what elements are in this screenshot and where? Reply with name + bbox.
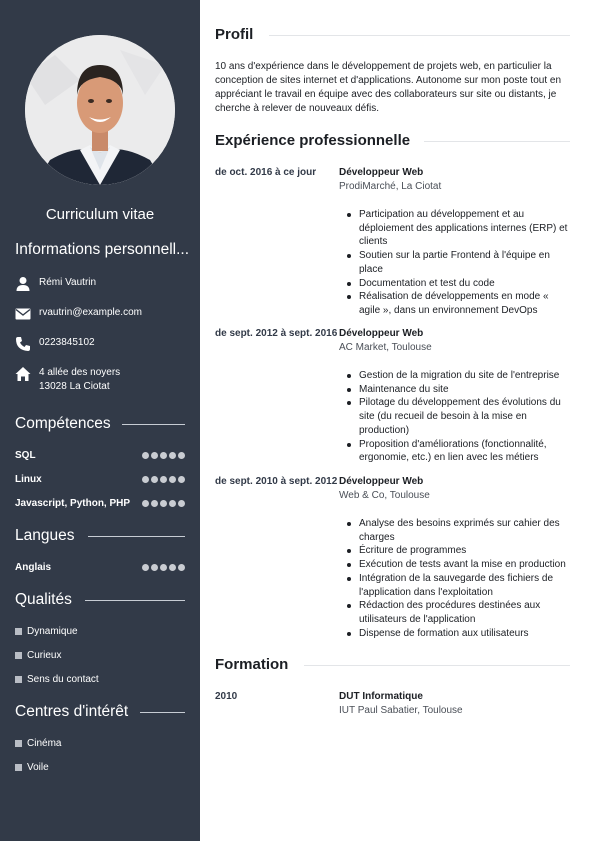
education-school: IUT Paul Sabatier, Toulouse — [339, 705, 463, 716]
task-item: Soutien sur la partie Frontend à l'équipe en place — [359, 249, 571, 276]
address-line2: 13028 La Ciotat — [39, 381, 110, 392]
qualities-divider — [85, 600, 185, 601]
skill-level — [142, 452, 185, 459]
skill-name: Javascript, Python, PHP — [15, 498, 131, 509]
education-title: Formation — [215, 656, 289, 673]
task-item: Gestion de la migration du site de l'entreprise — [359, 369, 571, 383]
task-item: Participation au développement et au déploiement des applications internes (ERP) et clients — [359, 208, 571, 249]
level-dot — [142, 500, 149, 507]
contact-address-text — [39, 366, 120, 394]
experience-job-title: Développeur Web — [339, 476, 424, 487]
level-dot — [169, 500, 176, 507]
quality-item — [15, 674, 99, 685]
square-bullet-icon — [15, 628, 22, 635]
user-icon — [15, 276, 31, 292]
quality-text: Sens du contact — [27, 674, 99, 685]
square-bullet-icon — [15, 652, 22, 659]
task-item: Analyse des besoins exprimés sur cahier des charges — [359, 517, 571, 544]
interests-divider — [140, 712, 185, 713]
skill-name: SQL — [15, 450, 36, 461]
experience-tasks — [359, 517, 571, 640]
skill-row — [15, 450, 185, 461]
level-dot — [169, 564, 176, 571]
education-degree: DUT Informatique — [339, 691, 423, 702]
level-dot — [151, 500, 158, 507]
language-row — [15, 562, 185, 573]
experience-date: de sept. 2010 à sept. 2012 — [215, 476, 338, 487]
experience-title: Expérience professionnelle — [215, 132, 411, 149]
skill-row — [15, 474, 185, 485]
level-dot — [151, 564, 158, 571]
experience-date: de oct. 2016 à ce jour — [215, 167, 317, 178]
experience-company: Web & Co, Toulouse — [339, 490, 430, 501]
task-item: Écriture de programmes — [359, 544, 571, 558]
experience-job-title: Développeur Web — [339, 167, 424, 178]
quality-text: Curieux — [27, 650, 62, 661]
level-dot — [151, 452, 158, 459]
experience-divider — [424, 141, 570, 142]
home-icon — [15, 366, 31, 382]
experience-tasks — [359, 369, 571, 465]
level-dot — [142, 564, 149, 571]
phone-icon — [15, 336, 31, 352]
level-dot — [178, 500, 185, 507]
square-bullet-icon — [15, 676, 22, 683]
contact-email-text[interactable]: rvautrin@example.com — [39, 307, 142, 318]
skill-row — [15, 498, 185, 509]
interest-text: Voile — [27, 762, 49, 773]
task-item: Exécution de tests avant la mise en production — [359, 558, 571, 572]
skill-name: Linux — [15, 474, 42, 485]
level-dot — [142, 452, 149, 459]
interest-item — [15, 738, 61, 749]
sidebar — [0, 0, 200, 841]
education-divider — [304, 665, 570, 666]
cv-title: Curriculum vitae — [45, 206, 155, 223]
square-bullet-icon — [15, 740, 22, 747]
task-item: Proposition d'améliorations (fonctionnalité, ergonomie, etc.) en lien avec les métiers — [359, 438, 571, 465]
experience-date: de sept. 2012 à sept. 2016 — [215, 328, 338, 339]
contact-email[interactable] — [15, 306, 190, 322]
address-line1: 4 allée des noyers — [39, 367, 121, 378]
skills-title: Compétences — [15, 415, 111, 432]
interest-item — [15, 762, 49, 773]
contact-phone-text[interactable]: 0223845102 — [39, 337, 95, 348]
level-dot — [178, 476, 185, 483]
level-dot — [178, 564, 185, 571]
task-item: Dispense de formation aux utilisateurs — [359, 627, 571, 641]
languages-divider — [88, 536, 185, 537]
level-dot — [169, 452, 176, 459]
contact-name-text: Rémi Vautrin — [39, 277, 97, 288]
personal-info-title: Informations personnell... — [15, 241, 190, 258]
qualities-title: Qualités — [15, 591, 72, 608]
task-item: Réalisation de développements en mode « agile », dans un environnement DevOps — [359, 290, 571, 317]
interests-title: Centres d'intérêt — [15, 703, 129, 720]
skill-level — [142, 476, 185, 483]
level-dot — [151, 476, 158, 483]
quality-item — [15, 650, 61, 661]
quality-item — [15, 626, 78, 637]
profile-photo — [25, 35, 175, 185]
experience-job-title: Développeur Web — [339, 328, 424, 339]
level-dot — [160, 476, 167, 483]
experience-company: ProdiMarché, La Ciotat — [339, 181, 442, 192]
envelope-icon — [15, 306, 31, 322]
contact-address — [15, 366, 190, 394]
task-item: Intégration de la sauvegarde des fichiers de l'application dans l'exploitation — [359, 572, 571, 599]
interest-text: Cinéma — [27, 738, 62, 749]
level-dot — [160, 500, 167, 507]
experience-company: AC Market, Toulouse — [339, 342, 432, 353]
task-item: Pilotage du développement des évolutions du site (du recueil de besoin à la mise en production) — [359, 396, 571, 437]
profile-title: Profil — [215, 26, 254, 43]
task-item: Maintenance du site — [359, 383, 571, 397]
education-date: 2010 — [215, 691, 238, 702]
skill-level — [142, 500, 185, 507]
profile-divider — [269, 35, 570, 36]
skills-divider — [122, 424, 185, 425]
task-item: Rédaction des procédures destinées aux utilisateurs de l'application — [359, 599, 571, 626]
level-dot — [178, 452, 185, 459]
level-dot — [160, 452, 167, 459]
level-dot — [142, 476, 149, 483]
language-name: Anglais — [15, 562, 52, 573]
contact-phone[interactable] — [15, 336, 190, 352]
contact-name — [15, 276, 190, 292]
experience-tasks — [359, 208, 571, 318]
level-dot — [160, 564, 167, 571]
profile-text: 10 ans d'expérience dans le développement de projets web, en particulier la conception de sites internet et d'applications. Autonome sur mon poste tout en appréciant le travail en équipe avec des collaborateurs sur site ou distants, je cherche à relever de nouveaux défis. — [215, 61, 562, 114]
task-item: Documentation et test du code — [359, 277, 571, 291]
language-level — [142, 564, 185, 571]
languages-title: Langues — [15, 527, 75, 544]
level-dot — [169, 476, 176, 483]
square-bullet-icon — [15, 764, 22, 771]
quality-text: Dynamique — [27, 626, 78, 637]
